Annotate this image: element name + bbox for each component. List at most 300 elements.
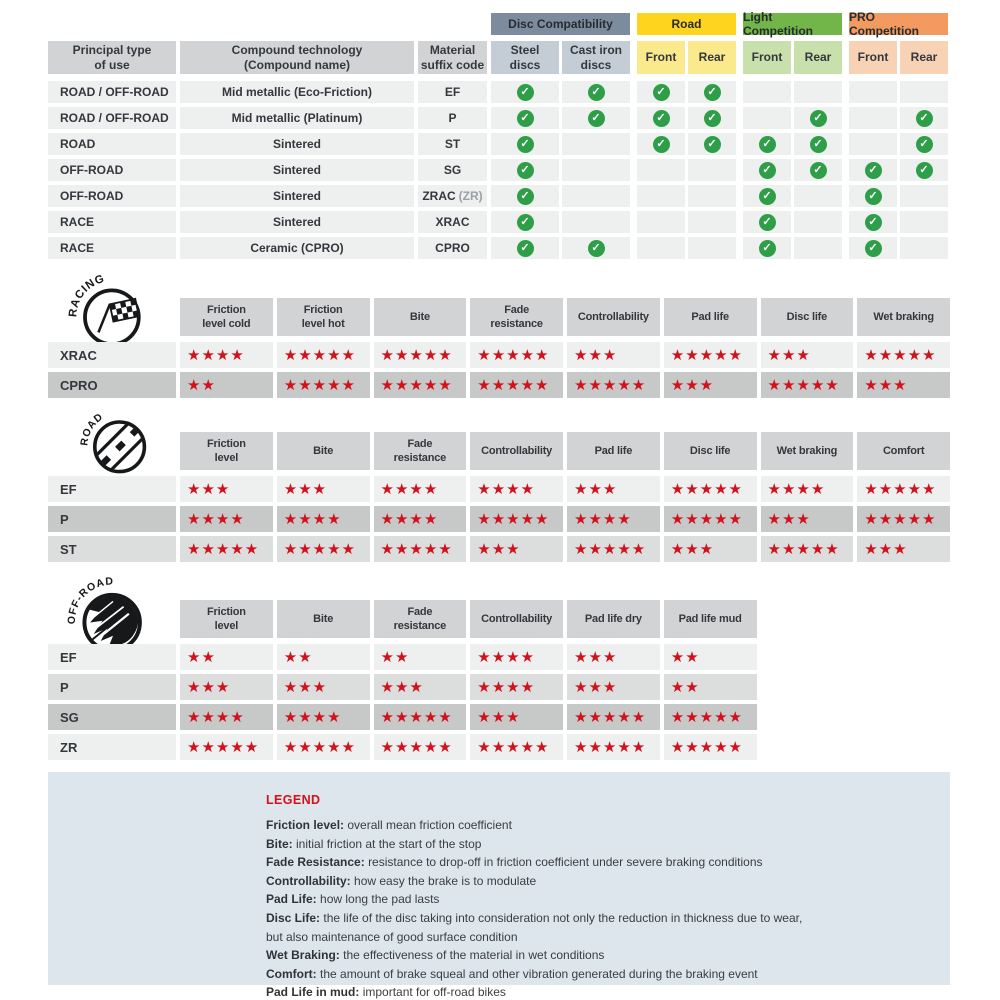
material-code: ZRAC bbox=[422, 189, 456, 203]
compatibility-cell bbox=[637, 81, 685, 103]
rating-cell bbox=[277, 644, 370, 670]
cell-compound: Sintered bbox=[180, 185, 414, 207]
subcolumn-header bbox=[637, 41, 685, 74]
rating-cell bbox=[374, 372, 467, 398]
header-line: Pad life bbox=[594, 444, 633, 457]
check-icon: ✓ bbox=[653, 110, 670, 127]
rating-column-header bbox=[567, 600, 660, 638]
rating-cell bbox=[664, 342, 757, 368]
header-line: Wet braking bbox=[873, 310, 934, 323]
header-line: discs bbox=[580, 57, 612, 72]
cell-principal-use: RACE bbox=[48, 211, 176, 233]
star-rating: ★★★ bbox=[187, 479, 231, 498]
check-icon: ✓ bbox=[588, 240, 605, 257]
rating-row bbox=[48, 536, 953, 562]
compatibility-cell bbox=[743, 81, 791, 103]
check-icon: ✓ bbox=[865, 240, 882, 257]
check-icon: ✓ bbox=[865, 214, 882, 231]
check-icon: ✓ bbox=[759, 136, 776, 153]
star-rating: ★★★★★ bbox=[574, 707, 647, 726]
rating-cell bbox=[470, 506, 563, 532]
compat-row bbox=[48, 211, 953, 233]
offroad-icon-label: OFF-ROAD bbox=[65, 575, 115, 625]
check-icon: ✓ bbox=[653, 136, 670, 153]
rating-cell bbox=[857, 536, 950, 562]
rating-cell bbox=[664, 476, 757, 502]
check-icon: ✓ bbox=[517, 188, 534, 205]
header-line: Friction bbox=[207, 437, 246, 450]
rating-cell bbox=[470, 372, 563, 398]
compatibility-cell bbox=[562, 159, 630, 181]
compatibility-cell bbox=[688, 185, 736, 207]
subcolumn-header bbox=[794, 41, 842, 74]
legend-term: Disc Life: bbox=[266, 910, 321, 925]
subcolumn-header bbox=[562, 41, 630, 74]
rating-row-label: CPRO bbox=[48, 372, 176, 398]
compat-row bbox=[48, 133, 953, 155]
rating-column-header bbox=[180, 432, 273, 470]
rating-row bbox=[48, 674, 953, 700]
legend-desc: overall mean friction coefficient bbox=[347, 818, 512, 832]
star-rating: ★★★★★ bbox=[574, 737, 647, 756]
header-line: Bite bbox=[313, 612, 334, 625]
rating-cell bbox=[277, 536, 370, 562]
rating-column-header bbox=[374, 298, 467, 336]
rating-headers bbox=[180, 432, 953, 470]
header-line: level bbox=[214, 452, 239, 464]
rating-cell bbox=[470, 644, 563, 670]
rating-cell bbox=[857, 476, 950, 502]
check-icon: ✓ bbox=[759, 240, 776, 257]
star-rating: ★★★ bbox=[864, 539, 908, 558]
header-line: Friction bbox=[303, 303, 343, 316]
compat-row bbox=[48, 185, 953, 207]
check-icon: ✓ bbox=[865, 188, 882, 205]
legend-desc: the effectiveness of the material in wet conditions bbox=[343, 948, 605, 963]
rating-row bbox=[48, 704, 953, 730]
legend-item bbox=[266, 983, 930, 1000]
compatibility-cell bbox=[562, 237, 630, 259]
rating-cell bbox=[664, 536, 757, 562]
star-rating: ★★ bbox=[283, 647, 313, 666]
rating-cell bbox=[567, 372, 660, 398]
rating-cell bbox=[277, 674, 370, 700]
header-line: Rear bbox=[804, 50, 832, 65]
check-icon: ✓ bbox=[759, 214, 776, 231]
road-icon-label: ROAD bbox=[79, 411, 106, 447]
rating-cell bbox=[567, 342, 660, 368]
rating-column-header bbox=[277, 600, 370, 638]
column-header bbox=[180, 41, 414, 74]
rating-cell bbox=[180, 536, 273, 562]
star-rating: ★★★★ bbox=[187, 345, 245, 364]
compatibility-cell bbox=[637, 185, 685, 207]
compatibility-cell bbox=[849, 81, 897, 103]
star-rating: ★★★★★ bbox=[864, 345, 937, 364]
offroad-rating-table bbox=[48, 600, 953, 764]
star-rating: ★★★★★ bbox=[767, 539, 840, 558]
check-icon: ✓ bbox=[916, 162, 933, 179]
rating-column-header bbox=[277, 432, 370, 470]
rating-column-header bbox=[470, 600, 563, 638]
legend-desc: how easy the brake is to modulate bbox=[354, 873, 537, 888]
check-icon: ✓ bbox=[704, 84, 721, 101]
column-header bbox=[418, 41, 487, 74]
header-line: Friction bbox=[207, 303, 246, 316]
legend-desc: the amount of brake squeal and other vibration generated during the braking event bbox=[320, 966, 758, 981]
header-line: Friction bbox=[207, 605, 246, 618]
star-rating: ★★★★ bbox=[574, 509, 632, 528]
rating-cell bbox=[761, 536, 854, 562]
cell-compound: Mid metallic (Platinum) bbox=[180, 107, 414, 129]
rating-row bbox=[48, 476, 953, 502]
group-bands bbox=[491, 10, 953, 38]
star-rating: ★★★ bbox=[767, 509, 811, 528]
header-line: of use bbox=[94, 57, 130, 72]
rating-cell bbox=[567, 704, 660, 730]
header-line: Fade bbox=[407, 605, 433, 618]
cell-compound: Sintered bbox=[180, 133, 414, 155]
star-rating: ★★★★★ bbox=[574, 539, 647, 558]
header-line: level cold bbox=[202, 318, 251, 330]
star-rating: ★★★★★ bbox=[380, 375, 453, 394]
legend-desc: how long the pad lasts bbox=[320, 892, 440, 907]
header-line: resistance bbox=[393, 452, 447, 464]
compatibility-cell bbox=[743, 133, 791, 155]
rating-cell bbox=[277, 704, 370, 730]
compatibility-cell bbox=[849, 159, 897, 181]
subcolumn-header bbox=[900, 41, 948, 74]
header-line: Bite bbox=[313, 444, 334, 457]
legend-term: Fade Resistance: bbox=[266, 855, 365, 870]
star-rating: ★★★★ bbox=[187, 509, 245, 528]
racing-icon-label: RACING bbox=[67, 272, 107, 318]
star-rating: ★★★★★ bbox=[670, 479, 743, 498]
header-line: Disc life bbox=[689, 444, 731, 457]
header-line: Controllability bbox=[481, 612, 553, 625]
rating-column-header bbox=[470, 432, 563, 470]
star-rating: ★★★★★ bbox=[477, 737, 550, 756]
rating-cell bbox=[277, 734, 370, 760]
subcolumn-header bbox=[743, 41, 791, 74]
check-icon: ✓ bbox=[916, 136, 933, 153]
cell-principal-use: OFF-ROAD bbox=[48, 159, 176, 181]
column-headers bbox=[48, 41, 953, 74]
header-line: (Compound name) bbox=[244, 57, 350, 72]
check-icon: ✓ bbox=[916, 110, 933, 127]
cell-material-code bbox=[418, 133, 487, 155]
header-line: level hot bbox=[301, 318, 345, 330]
compatibility-cell bbox=[491, 159, 559, 181]
rating-row-label: P bbox=[48, 506, 176, 532]
header-line: suffix code bbox=[420, 57, 485, 72]
check-icon: ✓ bbox=[810, 110, 827, 127]
legend-item bbox=[266, 965, 930, 984]
rating-cell bbox=[567, 536, 660, 562]
racing-rating-table bbox=[48, 298, 953, 402]
cell-compound: Mid metallic (Eco-Friction) bbox=[180, 81, 414, 103]
cell-compound: Ceramic (CPRO) bbox=[180, 237, 414, 259]
rating-column-header bbox=[180, 298, 273, 336]
compatibility-cell bbox=[562, 211, 630, 233]
star-rating: ★★★★ bbox=[477, 479, 536, 498]
check-icon: ✓ bbox=[517, 136, 534, 153]
star-rating: ★★★★★ bbox=[670, 737, 743, 756]
rating-cell bbox=[180, 674, 273, 700]
check-icon: ✓ bbox=[588, 84, 605, 101]
group-band: Light Competition bbox=[743, 13, 842, 35]
legend-term: Pad Life: bbox=[266, 892, 317, 907]
star-rating: ★★ bbox=[670, 677, 700, 696]
check-icon: ✓ bbox=[517, 214, 534, 231]
cell-principal-use: ROAD bbox=[48, 133, 176, 155]
check-icon: ✓ bbox=[588, 110, 605, 127]
rating-column-header bbox=[761, 432, 854, 470]
rating-cell bbox=[470, 704, 563, 730]
star-rating: ★★★★ bbox=[283, 707, 342, 726]
compatibility-cell bbox=[688, 107, 736, 129]
rating-headers bbox=[180, 600, 953, 638]
compatibility-cell bbox=[491, 107, 559, 129]
compatibility-cell bbox=[491, 237, 559, 259]
check-icon: ✓ bbox=[759, 188, 776, 205]
cell-material-code bbox=[418, 107, 487, 129]
rating-cell bbox=[567, 734, 660, 760]
rating-cell bbox=[567, 674, 660, 700]
rating-cell bbox=[374, 734, 467, 760]
compatibility-cell bbox=[688, 81, 736, 103]
material-code: P bbox=[448, 111, 457, 125]
rating-cell bbox=[664, 644, 757, 670]
material-code: XRAC bbox=[435, 215, 470, 229]
star-rating: ★★ bbox=[380, 647, 410, 666]
rating-column-header bbox=[857, 298, 950, 336]
rating-column-header bbox=[567, 298, 660, 336]
compatibility-cell bbox=[743, 237, 791, 259]
star-rating: ★★★★★ bbox=[380, 539, 453, 558]
rating-cell bbox=[761, 342, 854, 368]
rating-column-header bbox=[470, 298, 563, 336]
rating-cell bbox=[374, 536, 467, 562]
material-code-alt: (ZR) bbox=[458, 189, 483, 203]
star-rating: ★★★ bbox=[477, 707, 521, 726]
rating-cell bbox=[567, 644, 660, 670]
header-line: Fade bbox=[407, 437, 433, 450]
rating-row-label: SG bbox=[48, 704, 176, 730]
compatibility-cell bbox=[794, 185, 842, 207]
legend-item bbox=[266, 928, 930, 947]
legend-desc: the life of the disc taking into consideration not only the reduction in thickness due to wear, bbox=[323, 910, 803, 925]
rating-column-header bbox=[277, 298, 370, 336]
star-rating: ★★★★★ bbox=[380, 345, 453, 364]
group-band: Disc Compatibility bbox=[491, 13, 630, 35]
legend-term: Controllability: bbox=[266, 873, 351, 888]
header-line: Cast iron bbox=[569, 42, 622, 57]
star-rating: ★★★ bbox=[477, 539, 521, 558]
compatibility-cell bbox=[491, 81, 559, 103]
compatibility-cell bbox=[900, 159, 948, 181]
compatibility-cell bbox=[900, 185, 948, 207]
rating-cell bbox=[470, 536, 563, 562]
check-icon: ✓ bbox=[704, 136, 721, 153]
header-line: Front bbox=[857, 50, 889, 65]
compat-rows bbox=[48, 81, 953, 259]
check-icon: ✓ bbox=[810, 162, 827, 179]
rating-cell bbox=[180, 704, 273, 730]
header-line: Pad life mud bbox=[678, 612, 742, 625]
compatibility-cell bbox=[849, 185, 897, 207]
rating-cell bbox=[277, 506, 370, 532]
compatibility-cell bbox=[794, 133, 842, 155]
check-icon: ✓ bbox=[653, 84, 670, 101]
rating-row-label: ZR bbox=[48, 734, 176, 760]
rating-row bbox=[48, 734, 953, 760]
compatibility-cell bbox=[637, 211, 685, 233]
material-code: ST bbox=[444, 137, 461, 151]
star-rating: ★★★ bbox=[670, 375, 715, 394]
rating-cell bbox=[180, 372, 273, 398]
rating-column-header bbox=[664, 298, 757, 336]
rating-row bbox=[48, 372, 953, 398]
rating-cell bbox=[277, 342, 370, 368]
rating-cell bbox=[857, 506, 950, 532]
compatibility-cell bbox=[794, 237, 842, 259]
header-line: Wet braking bbox=[776, 444, 838, 457]
rating-cell bbox=[664, 372, 757, 398]
cell-material-code bbox=[418, 237, 487, 259]
header-line: Compound technology bbox=[231, 42, 363, 57]
rating-cell bbox=[180, 476, 273, 502]
star-rating: ★★★★★ bbox=[670, 345, 743, 364]
compatibility-cell bbox=[794, 211, 842, 233]
check-icon: ✓ bbox=[517, 110, 534, 127]
rating-row bbox=[48, 506, 953, 532]
rating-column-header bbox=[567, 432, 660, 470]
subcolumn-header bbox=[491, 41, 559, 74]
rating-cell bbox=[857, 372, 950, 398]
star-rating: ★★★★ bbox=[477, 677, 536, 696]
legend-item bbox=[266, 853, 930, 872]
compatibility-cell bbox=[562, 185, 630, 207]
cell-compound: Sintered bbox=[180, 211, 414, 233]
compatibility-cell bbox=[794, 107, 842, 129]
rating-cell bbox=[567, 476, 660, 502]
star-rating: ★★★★★ bbox=[477, 345, 550, 364]
legend-desc: initial friction at the start of the stop bbox=[296, 836, 482, 851]
header-line: Front bbox=[751, 50, 783, 65]
compatibility-cell bbox=[743, 107, 791, 129]
cell-material-code bbox=[418, 159, 487, 181]
compatibility-cell bbox=[743, 159, 791, 181]
cell-material-code bbox=[418, 185, 487, 207]
compatibility-cell bbox=[562, 133, 630, 155]
star-rating: ★★ bbox=[187, 647, 216, 666]
star-rating: ★★★ bbox=[574, 479, 618, 498]
compatibility-table bbox=[48, 10, 953, 263]
star-rating: ★★★★★ bbox=[670, 707, 743, 726]
compatibility-cell bbox=[849, 133, 897, 155]
material-code: EF bbox=[444, 85, 461, 99]
legend bbox=[48, 772, 950, 1000]
compatibility-cell bbox=[688, 159, 736, 181]
rating-cell bbox=[664, 704, 757, 730]
star-rating: ★★★★ bbox=[380, 509, 439, 528]
material-code: SG bbox=[443, 163, 462, 177]
legend-item bbox=[266, 890, 930, 909]
star-rating: ★★★★★ bbox=[574, 375, 647, 394]
compatibility-cell bbox=[794, 159, 842, 181]
header-line: Pad life dry bbox=[584, 612, 642, 625]
rating-row-label: EF bbox=[48, 644, 176, 670]
compatibility-cell bbox=[900, 107, 948, 129]
rating-row-label: P bbox=[48, 674, 176, 700]
cell-principal-use: ROAD / OFF-ROAD bbox=[48, 81, 176, 103]
rating-column-header bbox=[374, 432, 467, 470]
cell-material-code bbox=[418, 211, 487, 233]
rating-row bbox=[48, 342, 953, 368]
compatibility-cell bbox=[794, 81, 842, 103]
star-rating: ★★★★★ bbox=[187, 737, 260, 756]
legend-items bbox=[266, 816, 930, 1000]
legend-term: Bite: bbox=[266, 836, 293, 851]
compat-row bbox=[48, 237, 953, 259]
rating-cell bbox=[180, 506, 273, 532]
rating-column-header bbox=[180, 600, 273, 638]
rating-column-header bbox=[664, 432, 757, 470]
star-rating: ★★★★★ bbox=[283, 737, 356, 756]
compatibility-cell bbox=[637, 159, 685, 181]
compatibility-cell bbox=[849, 107, 897, 129]
rating-cell bbox=[374, 476, 467, 502]
header-line: Principal type bbox=[72, 42, 152, 57]
star-rating: ★★★★★ bbox=[670, 509, 743, 528]
legend-item bbox=[266, 946, 930, 965]
rating-cell bbox=[664, 674, 757, 700]
header-line: level bbox=[214, 620, 239, 632]
legend-item bbox=[266, 835, 930, 854]
compatibility-cell bbox=[743, 185, 791, 207]
rating-cell bbox=[374, 506, 467, 532]
cell-principal-use: OFF-ROAD bbox=[48, 185, 176, 207]
header-line: Controllability bbox=[481, 444, 553, 457]
rating-cell bbox=[567, 506, 660, 532]
legend-item bbox=[266, 816, 930, 835]
rating-cell bbox=[761, 372, 854, 398]
star-rating: ★★★★★ bbox=[477, 375, 550, 394]
rating-cell bbox=[470, 674, 563, 700]
rating-cell bbox=[277, 372, 370, 398]
rating-column-header bbox=[857, 432, 950, 470]
check-icon: ✓ bbox=[704, 110, 721, 127]
column-header bbox=[48, 41, 176, 74]
legend-desc: important for off-road bikes bbox=[362, 985, 506, 1000]
rating-cell bbox=[277, 476, 370, 502]
rating-cell bbox=[470, 342, 563, 368]
star-rating: ★★★★★ bbox=[283, 345, 356, 364]
star-rating: ★★★★ bbox=[477, 647, 536, 666]
star-rating: ★★★★★ bbox=[380, 737, 453, 756]
header-line: Fade bbox=[504, 303, 530, 316]
star-rating: ★★★★★ bbox=[767, 375, 840, 394]
star-rating: ★★★ bbox=[187, 677, 231, 696]
compatibility-cell bbox=[637, 107, 685, 129]
header-line: discs bbox=[509, 57, 541, 72]
compatibility-cell bbox=[900, 211, 948, 233]
rating-cell bbox=[761, 506, 854, 532]
star-rating: ★★★★★ bbox=[283, 375, 356, 394]
legend-term: Pad Life in mud: bbox=[266, 985, 360, 1000]
group-band: Road bbox=[637, 13, 736, 35]
